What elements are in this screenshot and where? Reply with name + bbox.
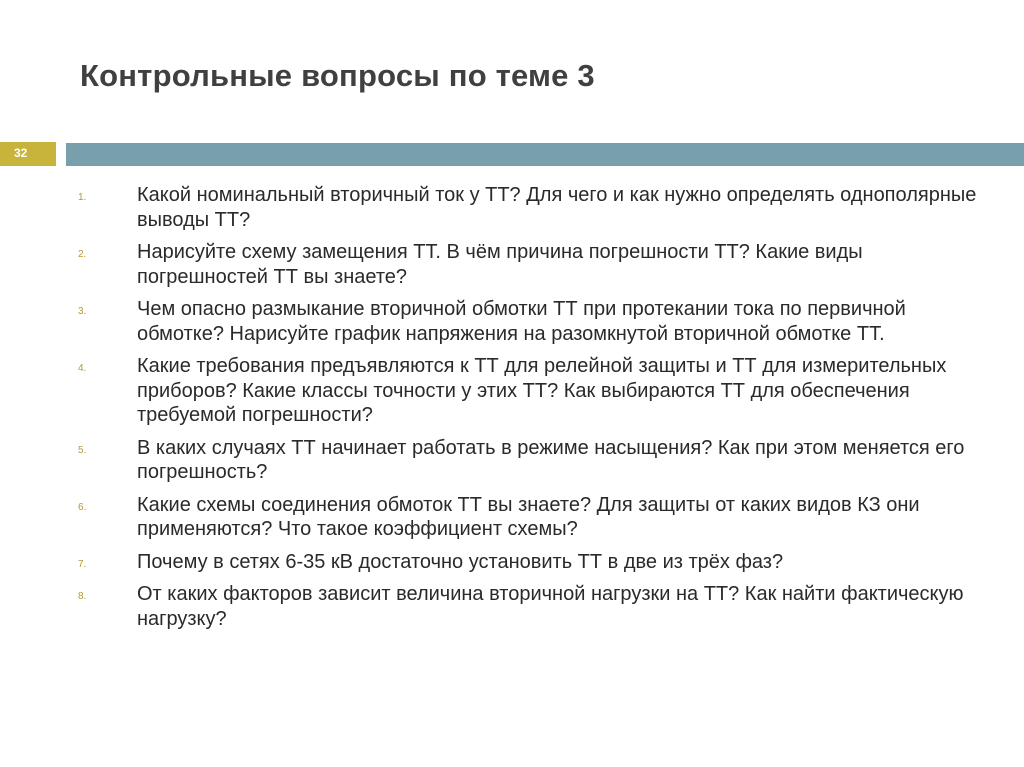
- question-list: [0, 183, 1024, 639]
- question-item-7: [0, 550, 1024, 575]
- question-text: Чем опасно размыкание вторичной обмотки ТТ при протекании тока по первичной обмотке? Нарисуйте график напряжения на разомкнутой вторичной обмотке ТТ.: [137, 298, 906, 345]
- header-accent-bar: [66, 143, 1024, 166]
- question-text: Нарисуйте схему замещения ТТ. В чём причина погрешности ТТ? Какие виды погрешностей ТТ вы знаете?: [137, 241, 863, 288]
- slide-number-badge: [0, 142, 56, 166]
- question-number: 1.: [78, 192, 87, 203]
- question-text: Какие схемы соединения обмоток ТТ вы знаете? Для защиты от каких видов КЗ они применяются? Что такое коэффициент схемы?: [137, 493, 920, 540]
- question-item-6: [0, 493, 1024, 542]
- question-number: 5.: [78, 444, 87, 456]
- slide-title: Контрольные вопросы по теме 3: [80, 58, 595, 93]
- question-item-1: [0, 183, 1024, 232]
- question-number: 6.: [78, 501, 87, 513]
- question-text: От каких факторов зависит величина вторичной нагрузки на ТТ? Как найти фактическую нагрузку?: [137, 583, 964, 630]
- question-number: 8.: [78, 591, 87, 602]
- question-text: Какие требования предъявляются к ТТ для релейной защиты и ТТ для измерительных приборов? Какие классы точности у этих ТТ? Как выбираются ТТ для обеспечения требуемой погрешности?: [137, 355, 947, 426]
- question-item-3: [0, 297, 1024, 346]
- question-number: 4.: [78, 363, 87, 374]
- question-text: Какой номинальный вторичный ток у ТТ? Для чего и как нужно определять однополярные выводы ТТ?: [137, 184, 977, 231]
- question-text: Почему в сетях 6-35 кВ достаточно установить ТТ в две из трёх фаз?: [137, 550, 784, 573]
- question-number: 2.: [78, 249, 87, 260]
- question-number: 3.: [78, 306, 87, 317]
- slide-number: 32: [14, 146, 28, 160]
- question-item-4: [0, 354, 1024, 428]
- question-number: 7.: [78, 558, 87, 570]
- question-item-8: [0, 582, 1024, 631]
- question-item-2: [0, 240, 1024, 289]
- question-text: В каких случаях ТТ начинает работать в режиме насыщения? Как при этом меняется его погрешность?: [137, 436, 965, 483]
- question-item-5: [0, 436, 1024, 485]
